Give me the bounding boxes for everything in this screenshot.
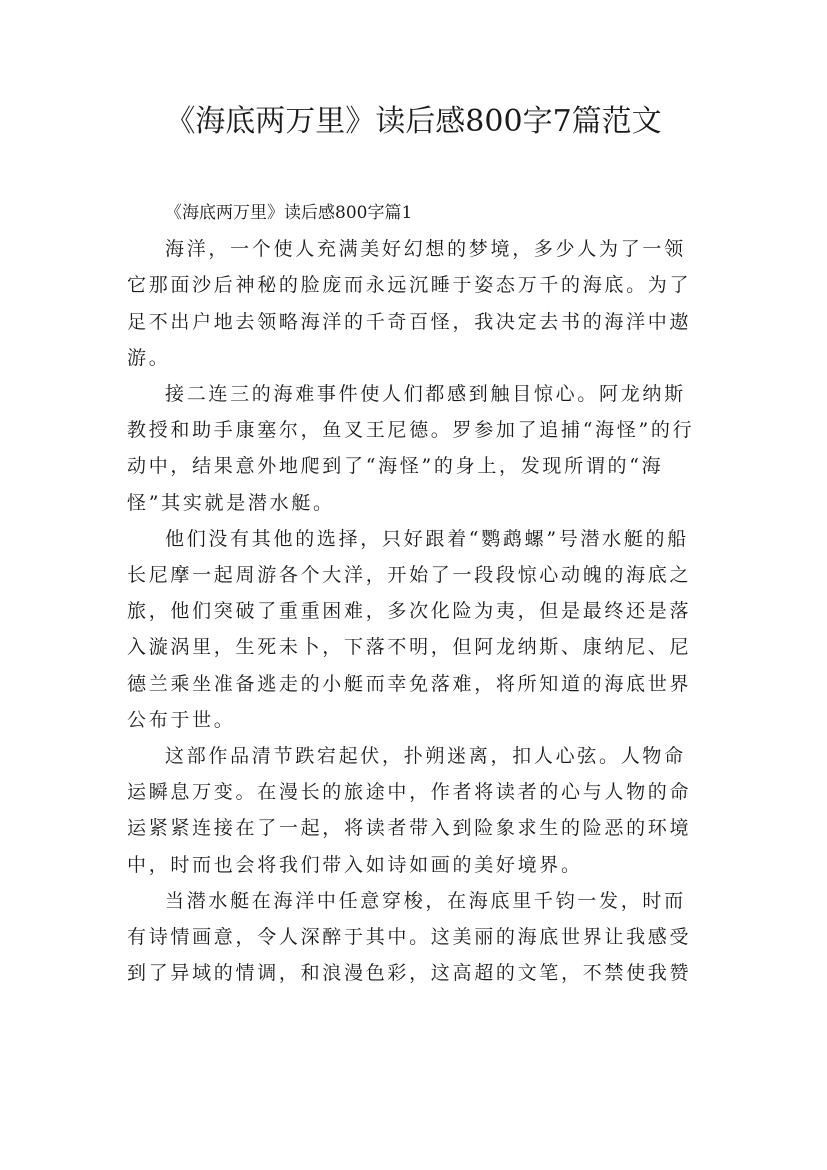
paragraph-3: 他们没有其他的选择，只好跟着“鹦鹉螺”号潜水艇的船长尼摩一起周游各个大洋，开始了一段段惊心动魄的海底之旅，他们突破了重重困难，多次化险为夷，但是最终还是落入漩涡里，生死未卜，下落不明，但阿龙纳斯、康纳尼、尼德兰乘坐准备逃走的小艇而幸免落难，将所知道的海底世界公布于世。: [127, 527, 692, 731]
paragraph-2: 接二连三的海难事件使人们都感到触目惊心。阿龙纳斯教授和助手康塞尔，鱼叉王尼德。罗参加了追捕“海怪”的行动中，结果意外地爬到了“海怪”的身上，发现所谓的“海怪”其实就是潜水艇。: [127, 383, 695, 514]
document-title: 《海底两万里》读后感800字7篇范文: [165, 104, 662, 139]
paragraph-1: 海洋，一个使人充满美好幻想的梦境，多少人为了一领它那面沙后神秘的脸庞而永远沉睡于姿态万千的海底。为了足不出户地去领略海洋的千奇百怪，我决定去书的海洋中遨游。: [127, 238, 692, 369]
document-body: [127, 195, 707, 991]
paragraph-5: 当潜水艇在海洋中任意穿梭，在海底里千钧一发，时而有诗情画意，令人深醉于其中。这美丽的海底世界让我感受到了异域的情调，和浪漫色彩，这高超的文笔，不禁使我赞: [127, 889, 692, 985]
section-heading: 《海底两万里》读后感800字篇1: [165, 203, 413, 223]
paragraph-4: 这部作品清节跌宕起伏，扑朔迷离，扣人心弦。人物命运瞬息万变。在漫长的旅途中，作者将读者的心与人物的命运紧紧连接在了一起，将读者带入到险象求生的险恶的环境中，时而也会将我们带入如诗如画的美好境界。: [127, 745, 692, 876]
